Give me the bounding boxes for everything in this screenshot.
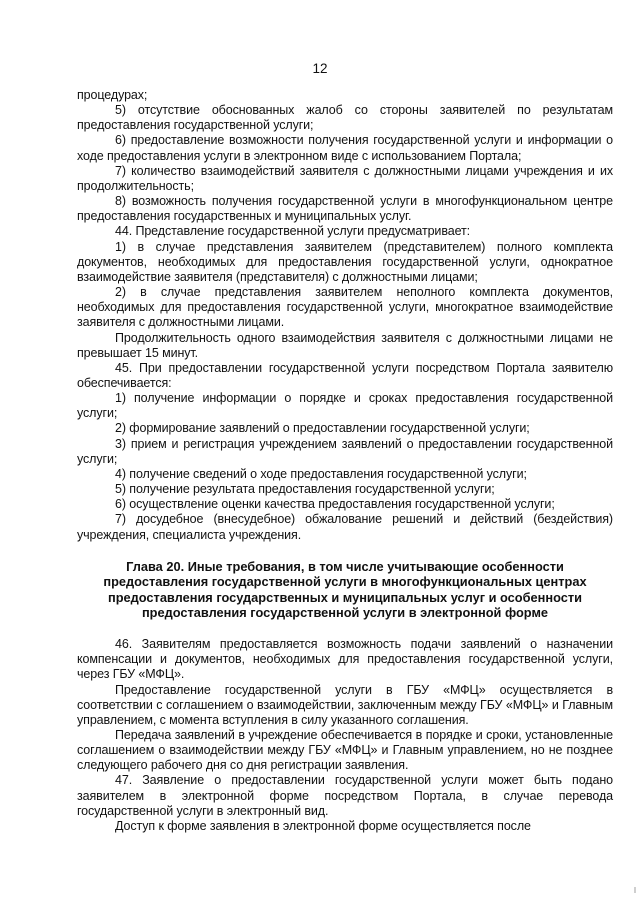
paragraph: 3) прием и регистрация учреждением заявлений о предоставлении государственной услуги;	[77, 436, 613, 466]
paragraph: 4) получение сведений о ходе предоставления государственной услуги;	[115, 466, 527, 481]
paragraph: 5) получение результата предоставления государственной услуги;	[115, 482, 495, 497]
scan-artifact	[634, 887, 636, 893]
paragraph: 8) возможность получения государственной услуги в многофункциональном центре предоставления государственных и муниципальных услуг.	[77, 194, 613, 224]
paragraph: 2) в случае представления заявителем неполного комплекта документов, необходимых для предоставления государственной услуги, многократное взаимодействие заявителя с должностными лицами.	[77, 285, 613, 330]
paragraph: 7) количество взаимодействий заявителя с должностными лицами учреждения и их продолжительность;	[77, 163, 613, 193]
paragraph: 7) досудебное (внесудебное) обжалование решений и действий (бездействия) учреждения, специалиста учреждения.	[77, 512, 613, 542]
paragraph: 2) формирование заявлений о предоставлении государственной услуги;	[115, 421, 530, 436]
paragraph: 1) в случае представления заявителем (представителем) полного комплекта документов, необходимых для предоставления государственной услуги, однократное взаимодействие заявителя (представителя) с должностными лицами;	[77, 239, 613, 284]
paragraph: Предоставление государственной услуги в ГБУ «МФЦ» осуществляется в соответствии с соглашением о взаимодействии, заключенным между ГБУ «МФЦ» и Главным управлением, с момента вступления в силу указанного соглашения.	[77, 682, 613, 727]
chapter-heading: Глава 20. Иные требования, в том числе учитывающие особенности предоставления государственной услуги в многофункциональных центрах предоставления государственных и муниципальных услуг и особенности предоставления государственной услуги в электронной форме	[103, 558, 587, 621]
paragraph: 47. Заявление о предоставлении государственной услуги может быть подано заявителем в электронной форме посредством Портала, в случае перевода государственной услуги в электронный вид.	[77, 773, 613, 818]
paragraph: 6) осуществление оценки качества предоставления государственной услуги;	[115, 497, 555, 512]
paragraph: 1) получение информации о порядке и сроках предоставления государственной услуги;	[77, 391, 613, 421]
paragraph: Передача заявлений в учреждение обеспечивается в порядке и сроки, установленные соглашением о взаимодействии между ГБУ «МФЦ» и Главным управлением, но не позднее следующего рабочего дня со дня регистрации заявления.	[77, 728, 613, 773]
paragraph: 6) предоставление возможности получения государственной услуги и информации о ходе предоставления услуги в электронном виде с использованием Портала;	[77, 133, 613, 163]
document-body	[77, 88, 613, 834]
paragraph: Доступ к форме заявления в электронной форме осуществляется после	[115, 818, 531, 833]
paragraph: 44. Представление государственной услуги предусматривает:	[115, 224, 470, 239]
paragraph: 5) отсутствие обоснованных жалоб со стороны заявителей по результатам предоставления государственной услуги;	[77, 103, 613, 133]
paragraph: 46. Заявителям предоставляется возможность подачи заявлений о назначении компенсации и документов, необходимых для предоставления государственной услуги, через ГБУ «МФЦ».	[77, 637, 613, 682]
paragraph: 45. При предоставлении государственной услуги посредством Портала заявителю обеспечивается:	[77, 360, 613, 390]
paragraph: процедурах;	[77, 88, 148, 102]
paragraph: Продолжительность одного взаимодействия заявителя с должностными лицами не превышает 15 минут.	[77, 330, 613, 360]
page-number: 12	[312, 61, 328, 76]
